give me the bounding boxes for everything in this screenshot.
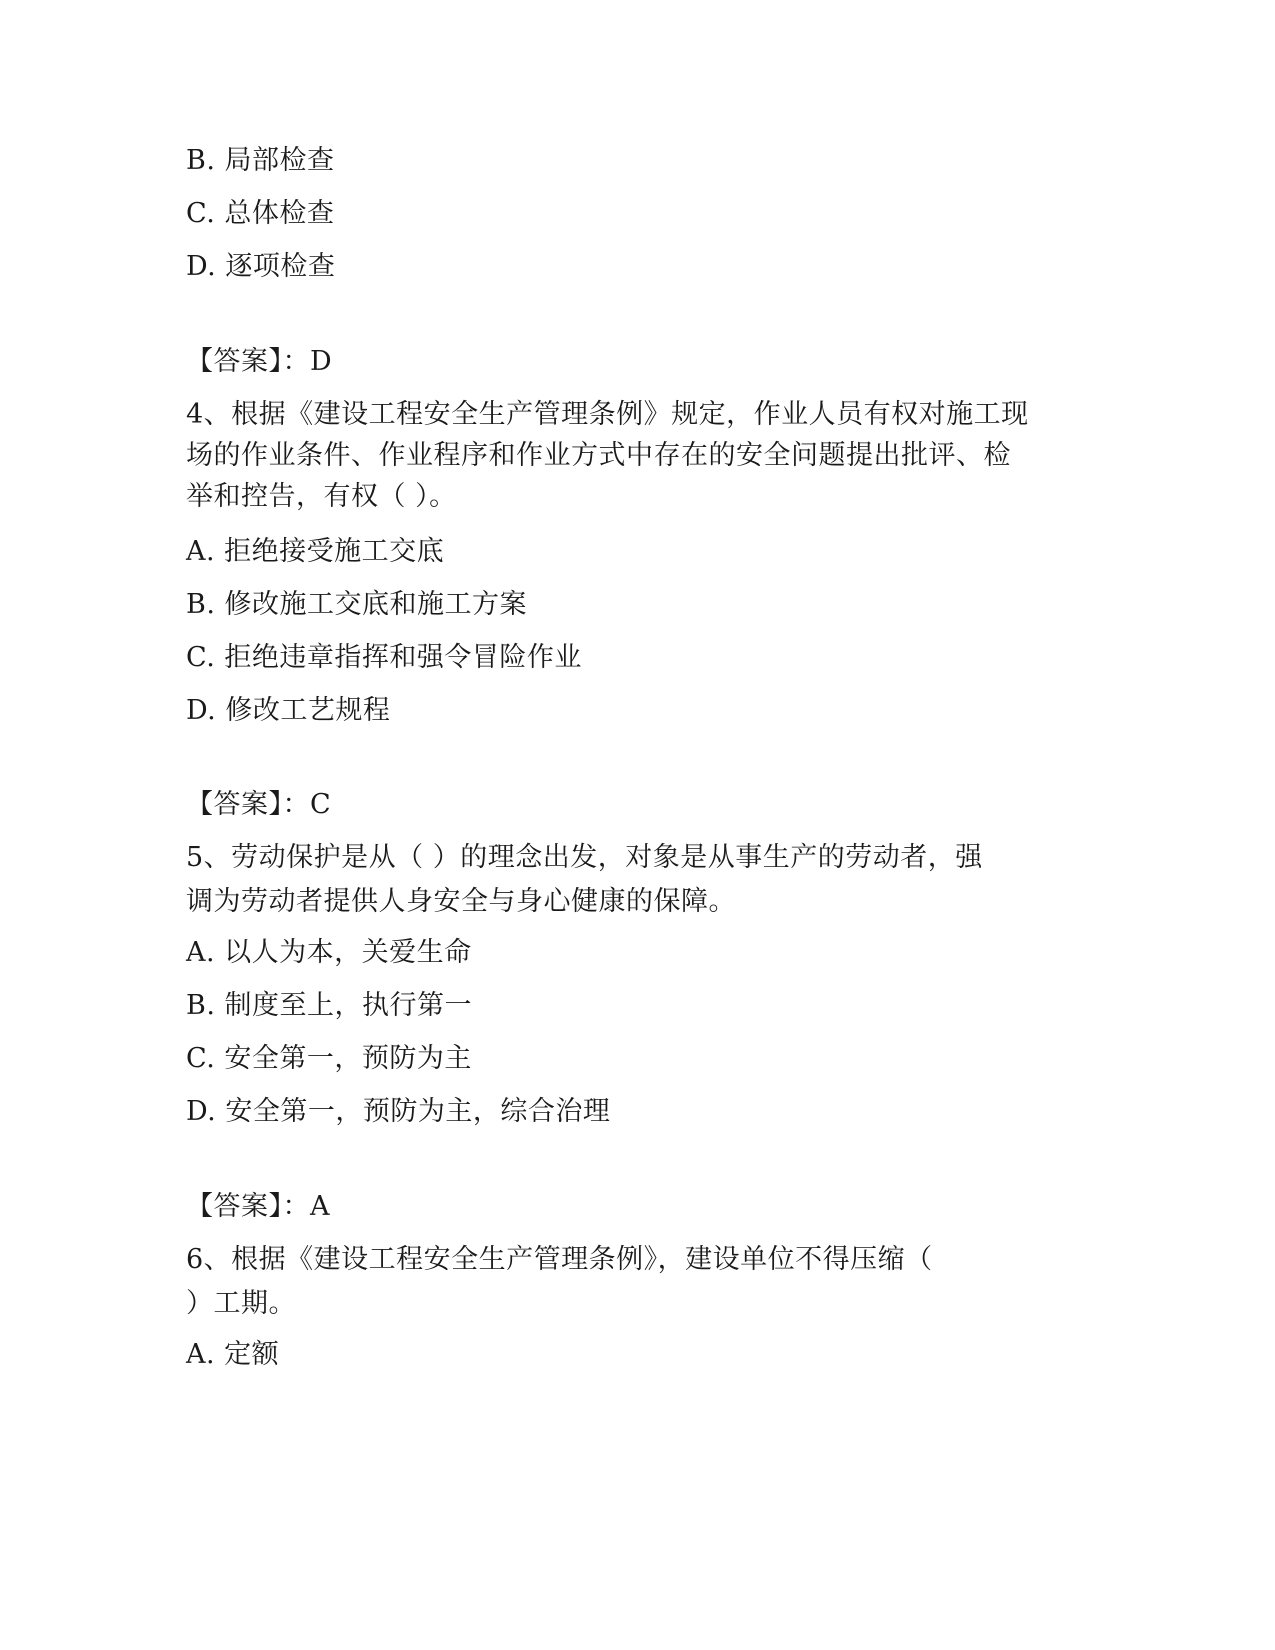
q6-stem-line-1: 6、根据《建设工程安全生产管理条例》，建设单位不得压缩（ [186, 1244, 933, 1275]
q5-stem-line-2: 调为劳动者提供人身安全与身心健康的保障。 [186, 886, 736, 917]
q3-option-c: C. 总体检查 [186, 198, 335, 229]
q4-stem-line-2: 场的作业条件、作业程序和作业方式中存在的安全问题提出批评、检 [186, 440, 1011, 471]
q6-stem-line-2: ）工期。 [186, 1288, 296, 1319]
q4-option-b: B. 修改施工交底和施工方案 [186, 589, 528, 620]
q5-answer: 【答案】：A [186, 1191, 330, 1222]
q5-option-b: B. 制度至上，执行第一 [186, 990, 473, 1021]
q5-stem [186, 836, 1086, 924]
q5-option-d: D. 安全第一，预防为主，综合治理 [186, 1096, 611, 1127]
q6-option-a: A. 定额 [186, 1339, 280, 1370]
q5-stem-line-1: 5、劳动保护是从（ ）的理念出发，对象是从事生产的劳动者，强 [186, 842, 983, 873]
q3-answer: 【答案】：D [186, 346, 333, 377]
q5-option-c: C. 安全第一，预防为主 [186, 1043, 472, 1074]
q4-option-a: A. 拒绝接受施工交底 [186, 536, 445, 567]
q3-option-b: B. 局部检查 [186, 145, 335, 176]
q4-stem-line-1: 4、根据《建设工程安全生产管理条例》规定，作业人员有权对施工现 [186, 399, 1029, 430]
q4-stem-line-3: 举和控告，有权（ ）。 [186, 481, 457, 512]
q4-option-c: C. 拒绝违章指挥和强令冒险作业 [186, 642, 582, 673]
q4-option-d: D. 修改工艺规程 [186, 695, 391, 726]
q3-option-d: D. 逐项检查 [186, 251, 336, 282]
q6-stem [186, 1238, 1086, 1326]
q4-stem [186, 393, 1086, 519]
q5-option-a: A. 以人为本，关爱生命 [186, 937, 472, 968]
q4-answer: 【答案】：C [186, 789, 332, 820]
